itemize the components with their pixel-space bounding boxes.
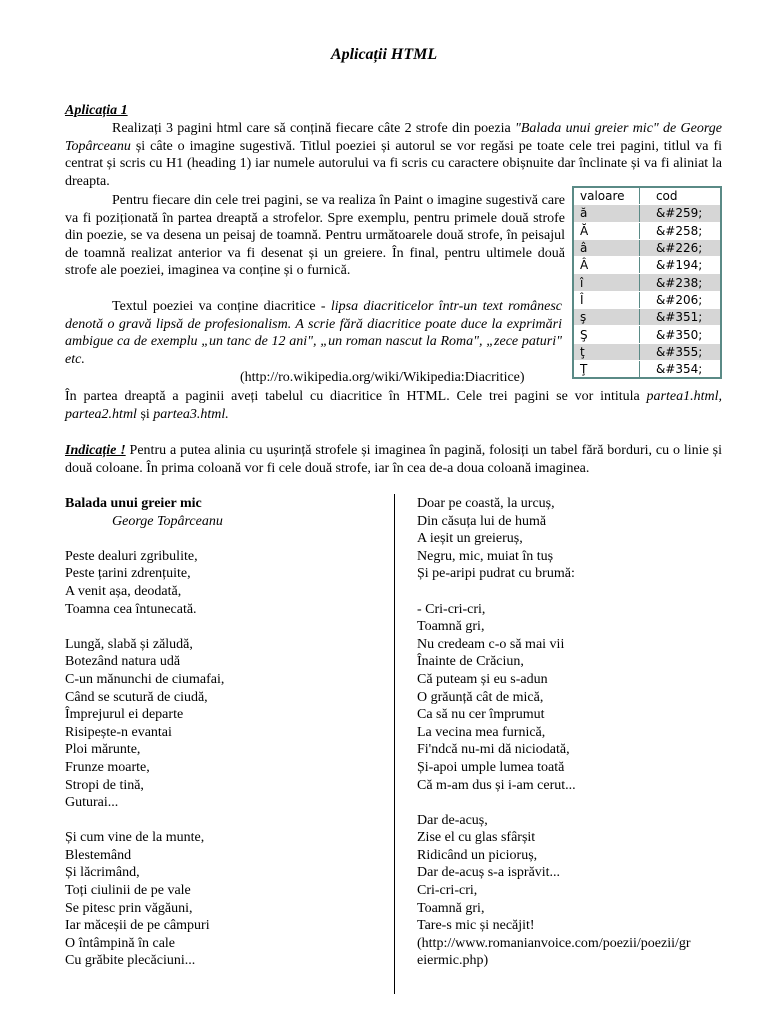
file-name-3: partea3.html. — [153, 406, 229, 422]
cell-code: &#351; — [639, 309, 721, 326]
table-row — [573, 274, 721, 291]
poem-line: Ploi mărunte, — [65, 742, 141, 758]
poem-line: Cri-cri-cri, — [417, 883, 478, 899]
poem-line: Că m-am dus și i-am cerut... — [417, 777, 576, 793]
poem-line — [417, 794, 727, 812]
poem-line: Cu grăbite plecăciuni... — [65, 953, 196, 969]
poem-reference: "Balada unui greier mic" de George Topârceanu — [65, 121, 723, 154]
files-and: și — [136, 406, 154, 422]
cell-code: &#238; — [639, 274, 721, 291]
table-row — [573, 291, 721, 308]
poem-line: Stropi de tină, — [65, 777, 144, 793]
poem-line: Înainte de Crăciun, — [417, 654, 524, 670]
header-code: cod — [639, 187, 721, 205]
poem-line: O grăunță cât de mică, — [417, 689, 544, 705]
poem-line: Împrejurul ei departe — [65, 707, 184, 723]
paragraph-images: Pentru fiecare din cele trei pagini, se va realiza în Paint o imagine sugestivă care va fi poziționată în partea dreaptă a strofelor. Spre exemplu, pentru primele două strofe din poezie, se va desena un peisaj de toamnă. Pentru următoarele două strofe, în peisajul de toamnă realizat anterior va fi desenat și un greiere. În final, pentru ultimele două strofe ale poeziei, imaginea va conține și o furnică. — [65, 193, 565, 279]
poem-line: La vecina mea furnică, — [417, 724, 546, 740]
cell-value: Â — [573, 257, 639, 274]
cell-code: &#194; — [639, 257, 721, 274]
cell-code: &#206; — [639, 291, 721, 308]
intro-rest: și câte o imagine sugestivă. Titlul poeziei și autorul se vor regăsi pe toate cele trei pagini, titlul va fi centrat și scris cu H1 (heading 1) iar numele autorului va fi scris cu caractere obișnuite dar înclinate și va fi aliniat la dreapta. — [65, 138, 722, 189]
poem-line: Doar pe coastă, la urcuș, — [417, 496, 555, 511]
cell-code: &#226; — [639, 239, 721, 256]
poem-line: Dar de-acuș, — [417, 812, 488, 828]
poem-line: Că puteam și eu s-adun — [417, 671, 548, 687]
diacritics-quote: lipsa diacriticelor într-un text românesc denotă o gravă lipsă de profesionalism. A scrie fără diacritice poate duce la exprimări ambigue ca de exemplu „un tanc de 12 ani", „un roman nascut la Roma", „zece paturi" etc. — [65, 299, 562, 367]
page-title: Aplicații HTML — [330, 46, 438, 63]
poem-line: (http://www.romanianvoice.com/poezii/poezii/gr — [417, 935, 691, 951]
poem-right-column — [417, 495, 727, 970]
poem-line: Lungă, slabă și zăludă, — [65, 636, 193, 652]
paragraph-intro — [65, 120, 722, 190]
table-header-row — [573, 187, 721, 205]
paragraph-diacritics — [65, 298, 562, 368]
poem-line: Peste dealuri zgribulite, — [65, 548, 198, 564]
source-link: (http://ro.wikipedia.org/wiki/Wikipedia:Diacritice) — [240, 370, 525, 385]
cell-value: ţ — [573, 343, 639, 360]
poem-line: Guturai... — [65, 795, 119, 811]
poem-line: Nu credeam c-o să mai vii — [417, 636, 565, 652]
poem-line: Peste țarini zdrențuite, — [65, 566, 191, 582]
poem-line: - Cri-cri-cri, — [417, 601, 486, 617]
poem-line — [65, 618, 385, 636]
poem-line: O întâmpină în cale — [65, 935, 176, 951]
poem-line: Zise el cu glas sfârșit — [417, 830, 536, 846]
cell-value: Ş — [573, 326, 639, 343]
poem-line — [417, 583, 727, 601]
cell-value: â — [573, 239, 639, 256]
poem-line: Și lăcrimând, — [65, 865, 140, 881]
section-heading: Aplicația 1 — [65, 103, 128, 118]
files-text: În partea dreaptă a paginii aveți tabelul cu diacritice în HTML. Cele trei pagini se vor intitula — [65, 389, 647, 404]
poem-line: A venit așa, deodată, — [65, 583, 182, 599]
poem-line: Tare-s mic și necăjit! — [417, 918, 535, 934]
hint-text: Pentru a putea alinia cu ușurință strofele și imaginea în pagină, folosiți un tabel fără borduri, cu o linie și două coloane. În prima coloană vor fi cele două strofe, iar în cea de-a doua coloană imaginea. — [65, 443, 723, 476]
poem-line: Blestemând — [65, 847, 132, 863]
cell-value: Î — [573, 291, 639, 308]
poem-line: Dar de-acuș s-a isprăvit... — [417, 865, 561, 881]
paragraph-files — [65, 388, 722, 423]
poem-line: A ieșit un greieruș, — [417, 531, 523, 547]
poem-line: Toți ciulinii de pe vale — [65, 883, 191, 899]
table-row — [573, 205, 721, 222]
cell-code: &#350; — [639, 326, 721, 343]
intro-text: Realizați 3 pagini html care să conțină fiecare câte 2 strofe din poezia — [112, 121, 515, 136]
poem-line: Iar măceșii de pe câmpuri — [65, 918, 210, 934]
cell-value: ş — [573, 309, 639, 326]
poem-line: Risipește-n evantai — [65, 724, 172, 740]
poem-line: Fi'ndcă nu-mi dă niciodată, — [417, 742, 570, 758]
poem-line: Când se scutură de ciudă, — [65, 689, 208, 705]
column-divider — [394, 494, 395, 994]
table-row — [573, 343, 721, 360]
table-row — [573, 222, 721, 239]
poem-line: Și cum vine de la munte, — [65, 830, 205, 846]
poem-line: Și-apoi umple lumea toată — [417, 759, 565, 775]
table-row — [573, 360, 721, 378]
poem-line: Negru, mic, muiat în tuș — [417, 548, 554, 564]
diacritics-table — [572, 186, 722, 379]
poem-line: Și pe-aripi pudrat cu brumă: — [417, 566, 575, 582]
poem-line: C-un mănunchi de ciumafai, — [65, 671, 225, 687]
poem-line — [65, 812, 385, 830]
poem-line: Ridicând un picioruș, — [417, 847, 538, 863]
poem-line — [65, 530, 385, 548]
poem-line: Botezând natura udă — [65, 654, 181, 670]
poem-author: George Topârceanu — [112, 513, 223, 529]
poem-line: eiermic.php) — [417, 953, 489, 969]
hint-label: Indicație ! — [65, 443, 126, 458]
cell-code: &#259; — [639, 205, 721, 222]
poem-line: Toamnă gri, — [417, 900, 485, 916]
table-row — [573, 309, 721, 326]
poem-line: Ca să nu cer împrumut — [417, 707, 545, 723]
diacritics-text: Textul poeziei va conține diacritice - — [112, 299, 331, 314]
table-row — [573, 326, 721, 343]
poem-line: Toamna cea întunecată. — [65, 601, 197, 617]
cell-value: Ă — [573, 222, 639, 239]
poem-left-lines — [65, 530, 385, 970]
cell-code: &#355; — [639, 343, 721, 360]
cell-value: î — [573, 274, 639, 291]
poem-line: Frunze moarte, — [65, 759, 150, 775]
header-value: valoare — [573, 187, 639, 205]
poem-right-lines — [417, 495, 727, 970]
table-row — [573, 257, 721, 274]
poem-line: Toamnă gri, — [417, 619, 485, 635]
poem-line: Se pitesc prin văgăuni, — [65, 900, 193, 916]
paragraph-hint — [65, 442, 722, 477]
poem-left-column — [65, 495, 385, 970]
cell-value: Ţ — [573, 360, 639, 378]
poem-title: Balada unui greier mic — [65, 496, 202, 511]
cell-code: &#354; — [639, 360, 721, 378]
file-names: partea1.html, partea2.html — [65, 389, 722, 422]
poem-line: Din căsuța lui de humă — [417, 513, 547, 529]
cell-code: &#258; — [639, 222, 721, 239]
table-row — [573, 239, 721, 256]
cell-value: ă — [573, 205, 639, 222]
